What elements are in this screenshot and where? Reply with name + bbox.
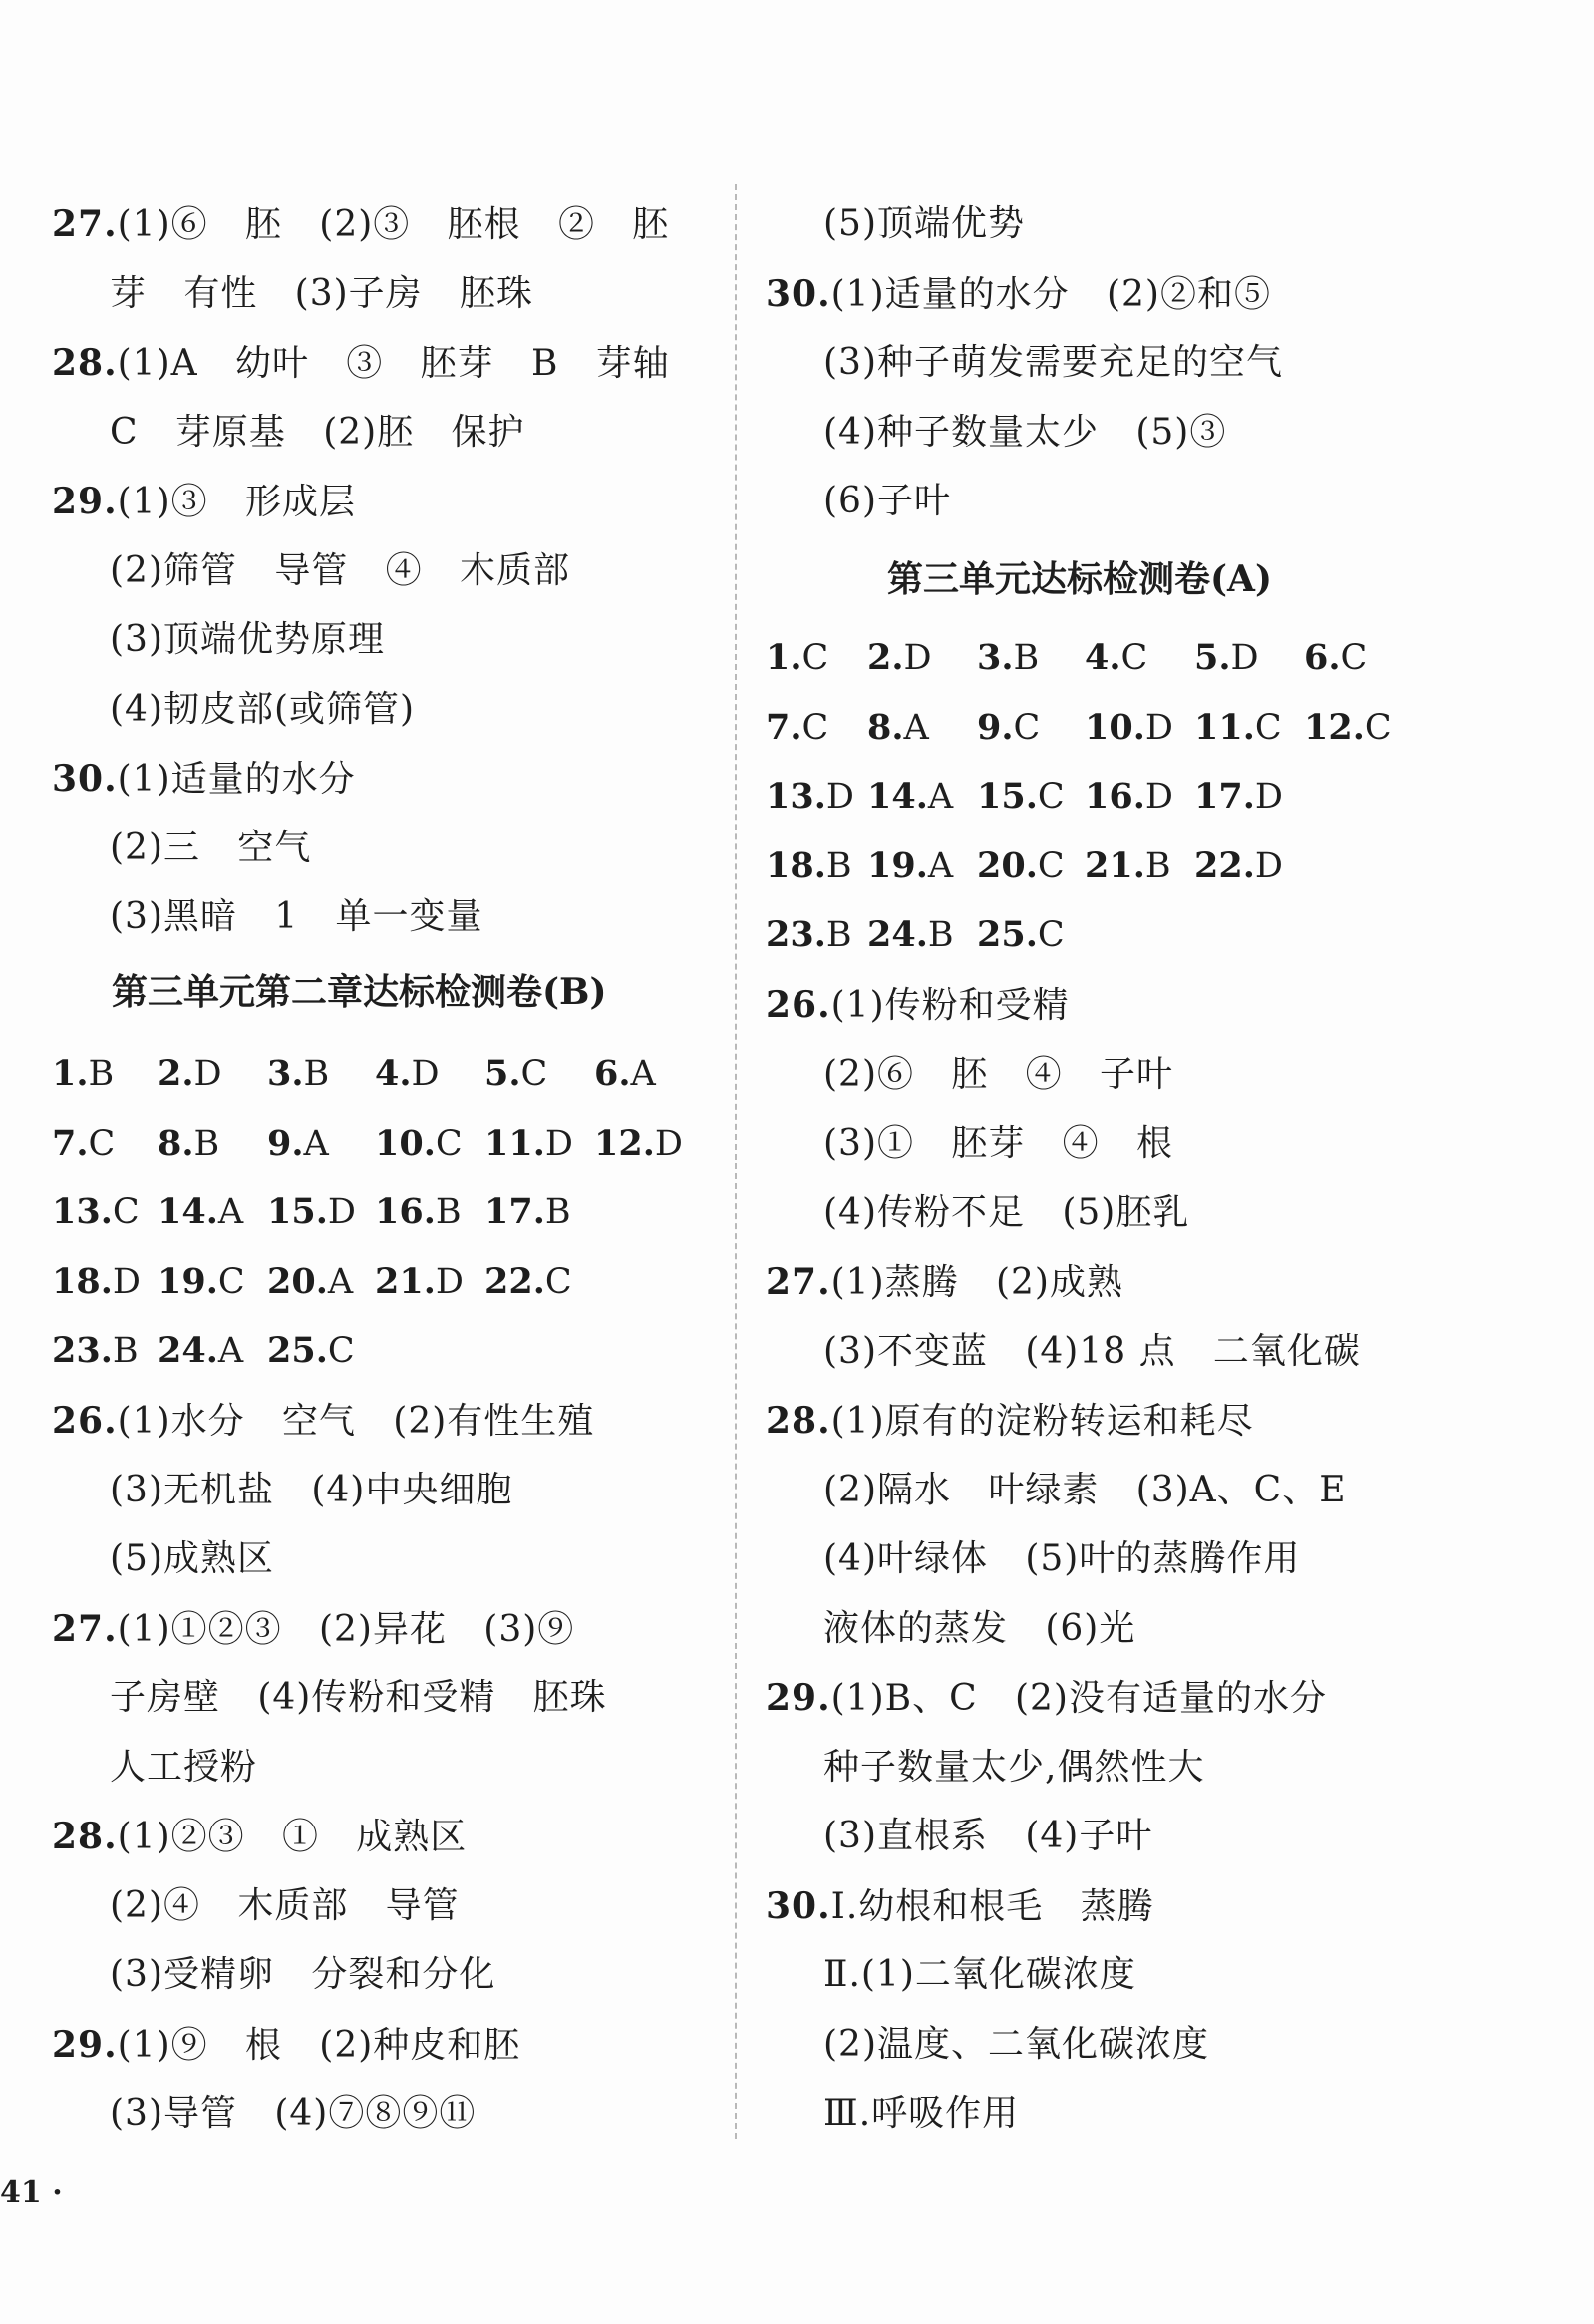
answer-text: 子房壁 (4)传粉和受精 胚珠 — [110, 1677, 607, 1718]
choice-answer: 20.A — [267, 1260, 354, 1302]
left-answer-line — [52, 756, 356, 803]
answer-text: (4)传粉不足 (5)胚乳 — [823, 1191, 1190, 1233]
choice-answer: 9.C — [977, 706, 1041, 748]
right-answer-line — [823, 1190, 1189, 1236]
answer-text: (1)⑨ 根 (2)种皮和胚 — [117, 2024, 521, 2066]
choice-answer: 22.C — [484, 1260, 572, 1302]
choice-answer: 3.B — [267, 1053, 330, 1094]
right-choice-row — [766, 774, 1304, 820]
right-answer-line — [766, 1675, 1327, 1722]
question-number: 29. — [766, 1677, 831, 1719]
right-answer-line — [766, 1398, 1254, 1445]
right-answer-line — [823, 410, 1226, 456]
right-answer-line — [823, 1121, 1173, 1166]
right-answer-line — [823, 1052, 1173, 1098]
choice-answer: 8.A — [867, 706, 929, 748]
question-number: 30. — [766, 272, 831, 315]
choice-answer: 17.B — [484, 1191, 571, 1232]
left-answer-line — [110, 2091, 476, 2137]
choice-answer: 17.D — [1194, 776, 1283, 817]
choice-answer: 18.D — [52, 1260, 141, 1302]
left-answer-line — [52, 201, 669, 248]
left-answer-line — [52, 340, 670, 387]
left-answer-line — [110, 1675, 607, 1721]
choice-answer: 14.A — [867, 776, 954, 817]
question-number: 28. — [766, 1400, 831, 1442]
question-number: 29. — [52, 481, 118, 522]
left-answer-line — [110, 617, 385, 663]
left-answer-line — [110, 1468, 512, 1513]
choice-answer: 4.C — [1085, 637, 1148, 678]
choice-answer: 10.C — [375, 1122, 463, 1163]
answer-text: (3)受精卵 分裂和分化 — [110, 1954, 496, 1995]
choice-answer: 11.D — [484, 1122, 573, 1163]
left-answer-line — [110, 548, 570, 594]
question-number: 30. — [52, 758, 118, 800]
choice-answer: 24.B — [867, 914, 954, 955]
answer-text: (4)韧皮部(或筛管) — [110, 688, 416, 730]
choice-answer: 25.C — [267, 1330, 355, 1371]
right-answer-line — [823, 1952, 1136, 1998]
choice-answer: 15.C — [977, 776, 1065, 817]
answer-text: (1)适量的水分 — [117, 759, 356, 800]
right-answer-line — [823, 1814, 1152, 1859]
right-choice-row — [766, 843, 1304, 889]
choice-answer: 7.C — [52, 1122, 116, 1163]
answer-text: (2)隔水 叶绿素 (3)A、C、E — [823, 1469, 1347, 1510]
choice-answer: 14.A — [158, 1191, 244, 1232]
left-answer-line — [52, 1606, 574, 1653]
right-answer-line — [823, 201, 1025, 247]
right-answer-line — [823, 2091, 1019, 2137]
answer-text: (3)导管 (4)⑦⑧⑨⑪ — [110, 2093, 477, 2134]
choice-answer: 6.A — [594, 1053, 656, 1094]
right-answer-line — [766, 982, 1070, 1029]
question-number: 30. — [766, 1884, 831, 1927]
choice-answer: 13.D — [766, 776, 854, 817]
answer-text: (1)③ 形成层 — [117, 482, 356, 522]
question-number: 27. — [766, 1261, 831, 1303]
choice-answer: 1.B — [52, 1053, 115, 1094]
column-divider — [735, 184, 737, 2139]
right-choice-row — [766, 705, 1414, 751]
answer-text: (5)成熟区 — [110, 1538, 274, 1579]
question-number: 29. — [52, 2023, 118, 2066]
question-number: 27. — [52, 203, 118, 245]
choice-answer: 19.C — [158, 1260, 245, 1302]
left-answer-line — [110, 410, 525, 456]
right-answer-line — [823, 1606, 1135, 1652]
answer-text: Ⅲ.呼吸作用 — [823, 2093, 1020, 2134]
choice-answer: 12.C — [1304, 706, 1392, 748]
answer-text: (1)⑥ 胚 (2)③ 胚根 ② 胚 — [117, 204, 670, 245]
choice-answer: 3.B — [977, 637, 1040, 678]
right-choice-row — [766, 912, 1085, 958]
answer-text: (6)子叶 — [823, 481, 951, 521]
answer-text: (1)蒸腾 (2)成熟 — [830, 1262, 1123, 1303]
left-answer-line — [52, 2022, 520, 2069]
choice-answer: 8.B — [158, 1122, 220, 1163]
answer-text: (3)黑暗 1 单一变量 — [110, 896, 483, 937]
answer-text: (1)②③ ① 成熟区 — [117, 1817, 468, 1857]
page-number: 41 · — [0, 2175, 63, 2210]
right-answer-line — [766, 1259, 1123, 1306]
answer-text: 种子数量太少,偶然性大 — [823, 1746, 1205, 1788]
choice-answer: 13.C — [52, 1191, 140, 1232]
left-answer-line — [110, 826, 311, 871]
answer-text: C 芽原基 (2)胚 保护 — [110, 411, 525, 453]
choice-answer: 4.D — [375, 1053, 440, 1094]
answer-text: (2)筛管 导管 ④ 木质部 — [110, 549, 570, 591]
answer-text: (3)顶端优势原理 — [110, 619, 385, 660]
choice-answer: 6.C — [1304, 637, 1368, 678]
question-number: 26. — [766, 984, 831, 1026]
choice-answer: 5.C — [484, 1053, 548, 1094]
left-choice-row — [52, 1259, 594, 1305]
left-choice-row — [52, 1121, 704, 1166]
answer-text: (3)直根系 (4)子叶 — [823, 1816, 1153, 1856]
section-heading-left: 第三单元第二章达标检测卷(B) — [112, 971, 607, 1013]
left-answer-line — [110, 1536, 274, 1582]
question-number: 28. — [52, 342, 118, 384]
choice-answer: 19.A — [867, 844, 954, 886]
choice-answer: 10.D — [1085, 706, 1173, 748]
right-answer-line — [766, 1883, 1154, 1930]
right-answer-line — [823, 2022, 1209, 2068]
answer-text: (1)A 幼叶 ③ 胚芽 B 芽轴 — [117, 343, 670, 384]
choice-answer: 18.B — [766, 844, 852, 886]
choice-answer: 21.D — [375, 1260, 464, 1302]
left-answer-line — [110, 271, 533, 317]
answer-text: (5)顶端优势 — [823, 203, 1025, 244]
answer-text: (1)适量的水分 (2)②和⑤ — [830, 273, 1271, 315]
left-answer-line — [110, 1952, 495, 1998]
choice-answer: 16.D — [1085, 776, 1173, 817]
answer-text: (2)⑥ 胚 ④ 子叶 — [823, 1053, 1173, 1095]
answer-text: (1)①②③ (2)异花 (3)⑨ — [117, 1608, 575, 1650]
answer-text: (3)种子萌发需要充足的空气 — [823, 342, 1283, 383]
answer-text: (4)种子数量太少 (5)③ — [823, 411, 1227, 453]
answer-text: (4)叶绿体 (5)叶的蒸腾作用 — [823, 1538, 1301, 1579]
right-answer-line — [823, 1745, 1204, 1791]
question-number: 28. — [52, 1816, 118, 1857]
choice-answer: 20.C — [977, 844, 1065, 886]
choice-answer: 25.C — [977, 914, 1065, 955]
answer-text: (1)传粉和受精 — [830, 985, 1070, 1026]
left-answer-line — [110, 894, 483, 940]
left-answer-line — [52, 1814, 467, 1860]
right-answer-line — [823, 479, 951, 524]
choice-answer: 21.B — [1085, 844, 1171, 886]
left-answer-line — [52, 479, 356, 525]
answer-text: (1)原有的淀粉转运和耗尽 — [830, 1401, 1254, 1442]
choice-answer: 5.D — [1194, 637, 1259, 678]
left-answer-line — [52, 1398, 594, 1445]
answer-text: 人工授粉 — [110, 1746, 258, 1788]
left-choice-row — [52, 1189, 594, 1235]
answer-text: (2)温度、二氧化碳浓度 — [823, 2023, 1209, 2065]
answer-text: (1)水分 空气 (2)有性生殖 — [117, 1401, 595, 1442]
choice-answer: 9.A — [267, 1122, 329, 1163]
choice-answer: 16.B — [375, 1191, 462, 1232]
section-heading-right: 第三单元达标检测卷(A) — [887, 558, 1272, 600]
left-answer-line — [110, 1745, 257, 1791]
right-choice-row — [766, 635, 1414, 681]
choice-answer: 12.D — [594, 1122, 683, 1163]
choice-answer: 1.C — [766, 637, 829, 678]
answer-text: Ⅱ.(1)二氧化碳浓度 — [823, 1954, 1136, 1995]
choice-answer: 11.C — [1194, 706, 1282, 748]
question-number: 26. — [52, 1400, 118, 1442]
right-answer-line — [766, 271, 1271, 318]
answer-text: (3)无机盐 (4)中央细胞 — [110, 1469, 513, 1510]
answer-text: (1)B、C (2)没有适量的水分 — [830, 1678, 1327, 1719]
answer-text: 芽 有性 (3)子房 胚珠 — [110, 272, 533, 314]
choice-answer: 15.D — [267, 1191, 356, 1232]
answer-text: Ⅰ.幼根和根毛 蒸腾 — [830, 1885, 1154, 1927]
left-choice-row — [52, 1051, 704, 1097]
right-answer-line — [823, 1329, 1361, 1375]
choice-answer: 23.B — [766, 914, 852, 955]
answer-text: (2)三 空气 — [110, 827, 312, 868]
right-answer-line — [823, 1468, 1346, 1513]
left-choice-row — [52, 1328, 375, 1374]
choice-answer: 2.D — [867, 637, 932, 678]
choice-answer: 23.B — [52, 1330, 139, 1371]
answer-text: 液体的蒸发 (6)光 — [823, 1607, 1136, 1649]
right-answer-line — [823, 1536, 1300, 1582]
answer-text: (3)不变蓝 (4)18 点 二氧化碳 — [823, 1330, 1361, 1372]
question-number: 27. — [52, 1607, 118, 1650]
choice-answer: 7.C — [766, 706, 829, 748]
right-answer-line — [823, 340, 1283, 386]
choice-answer: 22.D — [1194, 844, 1283, 886]
choice-answer: 2.D — [158, 1053, 222, 1094]
left-answer-line — [110, 1883, 460, 1929]
left-answer-line — [110, 687, 415, 733]
answer-text: (3)① 胚芽 ④ 根 — [823, 1123, 1173, 1163]
answer-text: (2)④ 木质部 导管 — [110, 1884, 460, 1926]
choice-answer: 24.A — [158, 1330, 244, 1371]
